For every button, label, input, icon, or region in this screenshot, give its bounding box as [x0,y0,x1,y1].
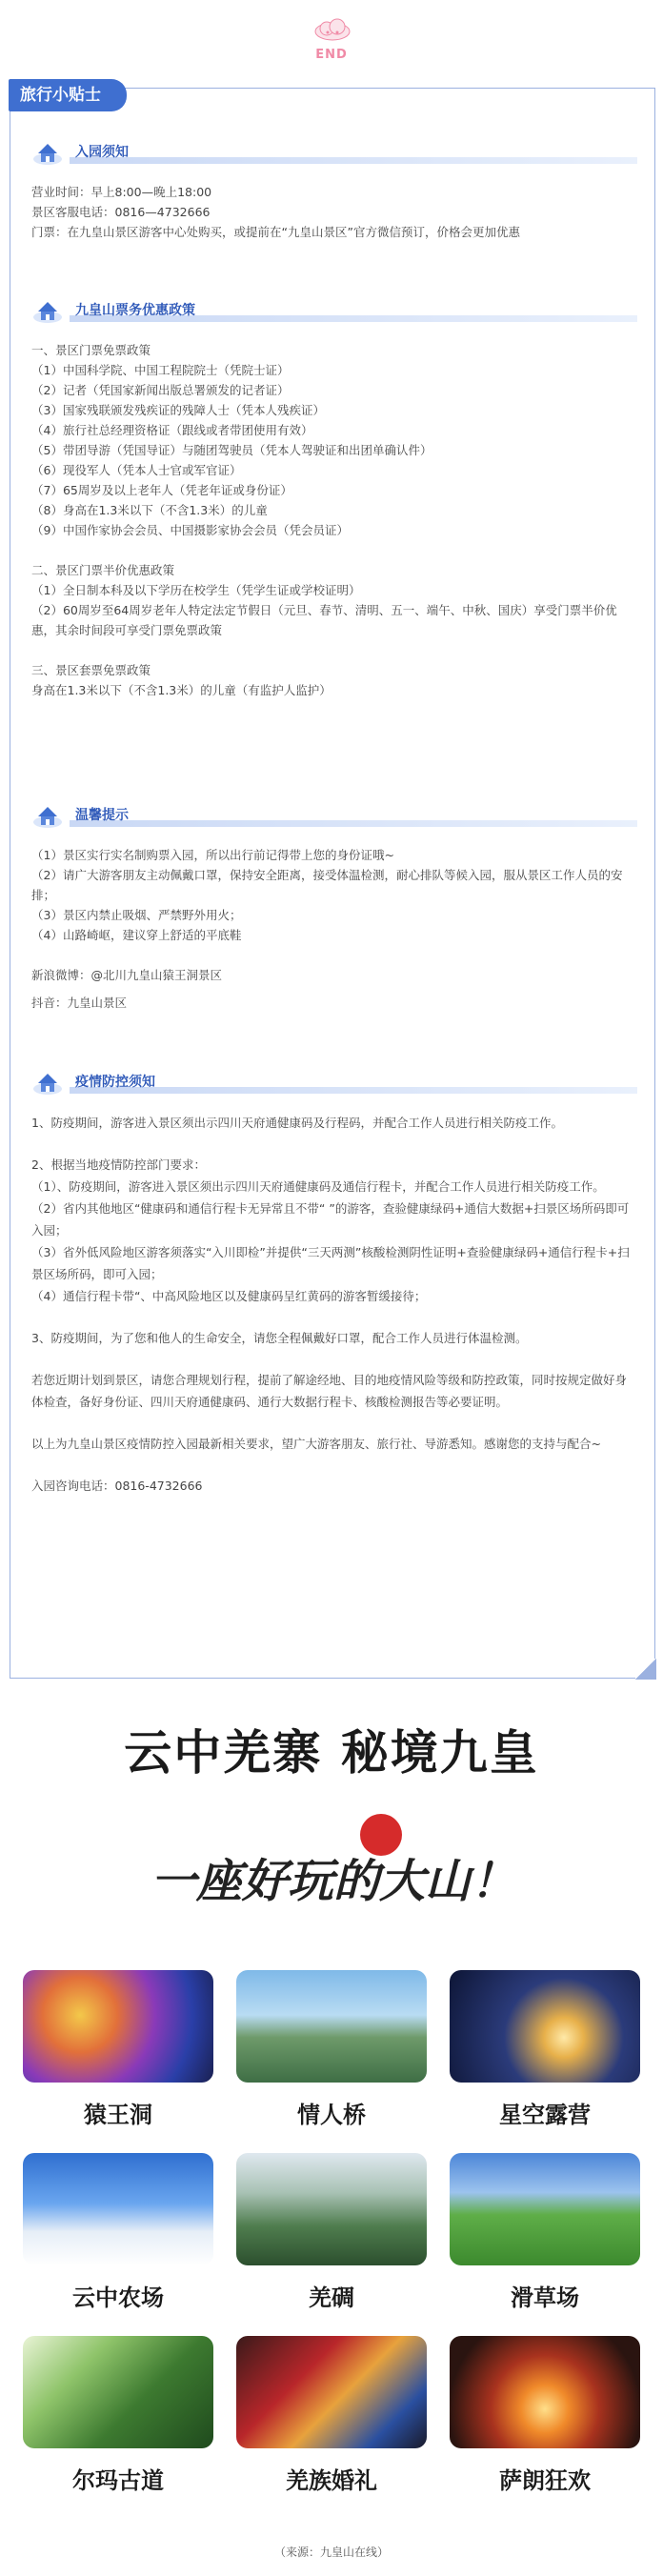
text-line: 2、根据当地疫情防控部门要求： [31,1157,206,1172]
text-line: 一、景区门票免票政策 [31,343,151,357]
attraction-label: 星空露营 [499,2101,591,2128]
attraction-tile[interactable] [450,1970,640,2137]
text-line: 景区客服电话：0816—4732666 [31,205,211,219]
house-icon [31,801,64,830]
section-title: 温馨提示 [75,808,129,823]
attraction-label: 羌碉 [309,2284,354,2311]
source-credit: （来源：九皇山在线） [273,2546,389,2559]
text-line: （7）65周岁及以上老年人（凭老年证或身份证） [31,483,292,497]
attraction-label: 尔玛古道 [72,2466,164,2494]
attraction-tile[interactable] [23,2336,213,2503]
section-underline [70,157,637,164]
text-line: （3）省外低风险地区游客须落实“入川即检”并提供“三天两测”核酸检测阴性证明+查验健康绿码+通信行程卡+扫景区场所码，即可入园； [31,1245,630,1281]
slogan-calligraphy [133,1806,533,1940]
text-line: （4）山路崎岖，建议穿上舒适的平底鞋 [31,928,242,942]
slogan-text: 一座好玩的大山！ [150,1855,516,1908]
section-title: 疫情防控须知 [75,1075,155,1090]
page-fold-decoration [635,1659,656,1680]
end-label: END [315,48,348,62]
text-line: 门票：在九皇山景区游客中心处购买，或提前在“九皇山景区”官方微信预订，价格会更加优惠 [31,225,520,239]
camping-photo [450,1970,640,2083]
text-line: （1）中国科学院、中国工程院院士（凭院士证） [31,363,290,377]
section-epidemic-notice [31,1068,637,1497]
attraction-tile[interactable] [236,1970,427,2137]
text-line: （8）身高在1.3米以下（不含1.3米）的儿童 [31,503,268,517]
text-line: （2）请广大游客朋友主动佩戴口罩，保持安全距离，接受体温检测，耐心排队等候入园，服从景区工作人员的安排； [31,868,623,902]
cave-photo [23,1970,213,2083]
text-line: 以上为九皇山景区疫情防控入园最新相关要求，望广大游客朋友、旅行社、导游悉知。感谢您的支持与配合~ [31,1437,601,1451]
section-underline [70,820,637,827]
weibo-line: 新浪微博：@北川九皇山猿王洞景区 [31,968,223,982]
text-line: （3）国家残联颁发残疾证的残障人士（凭本人残疾证） [31,403,325,417]
travel-tips-tab: 旅行小贴士 [9,79,127,111]
attraction-label: 云中农场 [72,2284,164,2311]
text-line: 1、防疫期间，游客进入景区须出示四川天府通健康码及行程码，并配合工作人员进行相关防疫工作。 [31,1116,563,1130]
cloud-icon [311,17,353,42]
section-entry-notice [31,138,637,242]
douyin-line: 抖音：九皇山景区 [31,996,128,1010]
text-line: （2）省内其他地区“健康码和通信行程卡无异常且不带“ ”的游客，查验健康绿码+通信大数据+扫景区场所码即可入园； [31,1201,630,1238]
ancient-road-photo [23,2336,213,2448]
section-body [31,340,637,700]
bridge-photo [236,1970,427,2083]
attraction-tile[interactable] [450,2153,640,2320]
section-title: 入园须知 [75,145,129,160]
attraction-label: 萨朗狂欢 [499,2466,591,2494]
attraction-label: 滑草场 [511,2284,579,2311]
section-title: 九皇山票务优惠政策 [75,303,195,318]
travel-tips-card [10,88,655,1679]
attraction-label: 情人桥 [297,2101,366,2128]
section-ticket-policy [31,296,637,700]
attraction-label: 猿王洞 [84,2101,152,2128]
consult-phone: 入园咨询电话：0816-4732666 [31,1479,203,1493]
text-line: 三、景区套票免票政策 [31,663,151,677]
house-icon [31,296,64,325]
section-body [31,1112,637,1497]
text-line: （5）带团导游（凭国导证）与随团驾驶员（凭本人驾驶证和出团单确认件） [31,443,432,457]
text-line: （4）旅行社总经理资格证（跟线或者带团使用有效） [31,423,313,437]
text-line: 3、防疫期间，为了您和他人的生命安全，请您全程佩戴好口罩，配合工作人员进行体温检测。 [31,1331,528,1345]
house-icon [31,1068,64,1097]
text-line: （4）通信行程卡带“、中高风险地区以及健康码呈红黄码的游客暂缓接待； [31,1289,427,1303]
watchtower-photo [236,2153,427,2265]
section-body [31,182,637,242]
bonfire-photo [450,2336,640,2448]
text-line: 身高在1.3米以下（不含1.3米）的儿童（有监护人监护） [31,683,332,697]
house-icon [31,138,64,167]
attraction-label: 羌族婚礼 [286,2466,377,2494]
grass-slide-photo [450,2153,640,2265]
text-line: （1）全日制本科及以下学历在校学生（凭学生证或学校证明） [31,583,361,597]
wedding-photo [236,2336,427,2448]
promo-title: 云中羌寨 秘境九皇 [124,1724,539,1781]
text-line: （9）中国作家协会会员、中国摄影家协会会员（凭会员证） [31,523,349,537]
attraction-tile[interactable] [23,1970,213,2137]
text-line: （2）60周岁至64周岁老年人特定法定节假日（元旦、春节、清明、五一、端午、中秋、国庆）享受门票半价优惠，其余时间段可享受门票免票政策 [31,603,617,637]
text-line: （6）现役军人（凭本人士官或军官证） [31,463,242,477]
attraction-tile[interactable] [450,2336,640,2503]
end-badge [0,0,663,76]
attraction-tile[interactable] [236,2336,427,2503]
text-line: 二、景区门票半价优惠政策 [31,563,175,577]
text-line: （2）记者（凭国家新闻出版总署颁发的记者证） [31,383,290,397]
section-warm-tips [31,801,637,1013]
attraction-tile[interactable] [23,2153,213,2320]
section-body [31,845,637,1013]
text-line: 若您近期计划到景区，请您合理规划行程，提前了解途经地、目的地疫情风险等级和防控政策，同时按规定做好身体检查，备好身份证、四川天府通健康码、通行大数据行程卡、核酸检测报告等必要证明。 [31,1373,628,1409]
text-line: 营业时间：早上8:00—晚上18:00 [31,185,212,199]
text-line: （3）景区内禁止吸烟、严禁野外用火； [31,908,242,922]
cloud-farm-photo [23,2153,213,2265]
text-line: （1）景区实行实名制购票入园，所以出行前记得带上您的身份证哦~ [31,848,394,862]
text-line: （1）、防疫期间，游客进入景区须出示四川天府通健康码及通信行程卡，并配合工作人员进行相关防疫工作。 [31,1179,605,1194]
attraction-tile[interactable] [236,2153,427,2320]
